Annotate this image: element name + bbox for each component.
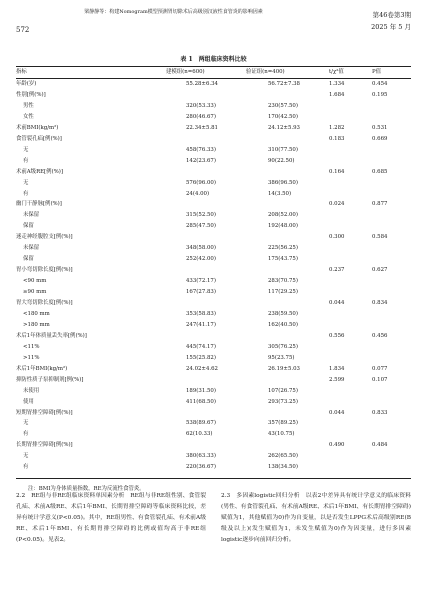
row-model-value: 24(4.00) [186,190,210,197]
table-row [16,310,411,320]
row-model-value: 55.28±6.34 [186,81,218,87]
row-validation-value: 310(77.50) [268,146,298,153]
row-stat-value: 2.599 [329,376,345,383]
row-stat-value: 0.024 [329,201,345,208]
row-validation-value: 14(3.50) [268,190,292,197]
row-p-value: 0.456 [372,332,388,339]
table-row [16,299,411,309]
table-row [16,244,411,254]
row-model-value: 433(72.17) [186,278,216,285]
row-label: <11% [23,343,40,350]
row-validation-value: 43(10.75) [268,431,295,438]
table-row [16,124,411,134]
row-model-value: 348(58.00) [186,245,216,252]
row-validation-value: 95(23.75) [268,354,295,361]
row-label: 迷走神经腹腔支[例(%)] [16,234,73,241]
row-validation-value: 170(42.50) [268,113,298,120]
header-indicator: 指标 [16,69,27,75]
row-model-value: 62(10.33) [186,431,213,438]
table-row [16,113,411,123]
row-model-value: 220(36.67) [186,464,216,471]
header-stat: t/χ²值 [329,69,344,75]
row-model-value: 315(52.50) [186,212,216,219]
table-row [16,255,411,265]
row-label: >180 mm [23,321,50,328]
row-validation-value: 293(73.25) [268,398,298,405]
header-validation-group: 验证组(n=400) [246,69,285,75]
table-row [16,168,411,178]
row-validation-value: 386(96.50) [268,179,298,186]
table-row [16,463,411,473]
table-row [16,343,411,353]
table-row [16,146,411,156]
row-validation-value: 230(57.50) [268,102,298,109]
table-row [16,365,411,375]
table-row [16,80,411,90]
row-label: 未保留 [23,212,40,219]
table-header-row [16,68,411,78]
row-label: >11% [23,354,40,361]
row-model-value: 252(42.00) [186,256,216,263]
row-stat-value: 1.684 [329,91,345,98]
row-label: 保留 [23,223,34,230]
row-label: <180 mm [23,310,50,317]
row-p-value: 0.107 [372,376,388,383]
row-model-value: 353(58.83) [186,310,216,317]
row-stat-value: 0.183 [329,135,345,142]
row-p-value: 0.584 [372,234,388,241]
header-model-group: 建模组(n=600) [166,69,205,75]
body-paragraph-right: 2.3 多因素logistic回归分析 以表2中差异具有统计学意义的临床资料(男性、有食管裂孔疝、有术前A级RE、术后1年BMI、有长期胃排空障碍)赋值为1，其他赋值为0)作为自变量，以是否发生LPPG术后高级别RE(B级及以上)(发生赋值为1，未发生赋值为0)作为因变量，进行多因素logistic逐步向前回归分析。 [221,493,411,543]
table-row [16,179,411,189]
row-validation-value: 357(89.25) [268,420,298,427]
row-validation-value: 138(34.50) [268,464,298,471]
row-label: 年龄(岁) [16,81,37,87]
row-validation-value: 90(22.50) [268,157,295,164]
row-label: 使用 [23,398,34,405]
row-validation-value: 208(52.00) [268,212,298,219]
row-stat-value: 0.556 [329,332,345,339]
row-model-value: 380(63.33) [186,453,216,460]
row-validation-value: 305(76.25) [268,343,298,350]
row-p-value: 0.484 [372,442,388,449]
row-validation-value: 283(70.75) [268,278,298,285]
row-label: 无 [23,146,29,153]
table-row [16,354,411,364]
table-row [16,409,411,419]
table-row [16,419,411,429]
journal-date: 2025 年 5 月 [371,23,411,31]
table-row [16,387,411,397]
row-label: 术后1年体质量丢失率[例(%)] [16,332,87,339]
row-validation-value: 107(26.75) [268,387,298,394]
table-bottom-rule [16,478,411,479]
row-label: 有 [23,431,29,438]
row-p-value: 0.627 [372,267,388,274]
table-row [16,222,411,232]
row-validation-value: 192(48.00) [268,223,298,230]
row-model-value: 320(53.33) [186,102,216,109]
running-title: 梁静静等：构建Nomogram模型预测胃切除术后高级别汉液性食管炎的影响因素 [84,9,263,15]
row-label: 未保留 [23,245,40,252]
row-stat-value: 0.237 [329,267,345,274]
row-label: 胃大弯切除长度[例(%)] [16,300,73,306]
row-label: 性别[例(%)] [16,91,46,98]
row-model-value: 285(47.50) [186,223,216,230]
table-row [16,430,411,440]
row-stat-value: 1.334 [329,81,345,87]
row-label: 有 [23,190,29,197]
table-row [16,376,411,386]
row-label: 术前BMI(kg/m²) [16,124,59,131]
row-p-value: 0.077 [372,365,388,372]
table-row [16,200,411,210]
header-p: P值 [372,69,382,75]
row-stat-value: 0.044 [329,300,345,306]
page-header [16,0,411,44]
table-row [16,266,411,276]
table-row [16,288,411,298]
row-label: 食管裂孔疝[例(%)] [16,135,62,142]
row-label: 术前A级RE[例(%)] [16,168,63,175]
row-label: ≥90 mm [23,289,47,296]
row-validation-value: 117(29.25) [268,289,298,296]
table-title: 表 1 两组临床资料比较 [180,56,247,63]
table-row [16,102,411,112]
row-label: 有 [23,464,29,471]
row-p-value: 0.685 [372,168,388,175]
row-validation-value: 162(40.50) [268,321,298,328]
row-label: 术后1年BMI(kg/m²) [16,365,68,372]
table-row [16,190,411,200]
row-model-value: 22.34±5.81 [186,124,218,131]
table-row [16,135,411,145]
row-label: 有 [23,157,29,164]
table-row [16,452,411,462]
row-stat-value: 1.282 [329,124,345,131]
row-model-value: 576(96.00) [186,179,216,186]
table-row [16,441,411,451]
table-row [16,332,411,342]
row-label: <90 mm [23,278,47,285]
table-row [16,398,411,408]
row-label: 无 [23,420,29,427]
row-model-value: 247(41.17) [186,321,216,328]
row-validation-value: 26.19±5.03 [268,365,300,372]
row-model-value: 167(27.83) [186,289,216,296]
table-row [16,157,411,167]
row-p-value: 0.195 [372,91,388,98]
row-p-value: 0.669 [372,135,388,142]
journal-volume: 第46卷第3期 [372,11,411,19]
row-model-value: 155(25.82) [186,354,216,361]
row-label: 长期胃排空障碍[例(%)] [16,442,73,449]
row-stat-value: 0.164 [329,168,345,175]
row-model-value: 411(68.50) [186,398,216,405]
row-label: 男性 [23,102,34,109]
row-label: 胃小弯切除长度[例(%)] [16,267,73,274]
row-validation-value: 262(65.50) [268,453,298,460]
table-header-rule [16,78,411,79]
row-label: 女性 [23,113,34,120]
table-row [16,211,411,221]
row-validation-value: 225(56.25) [268,245,298,252]
table-row [16,321,411,331]
row-validation-value: 56.72±7.38 [268,81,300,87]
row-model-value: 24.02±4.62 [186,365,218,372]
row-stat-value: 1.834 [329,365,345,372]
row-validation-value: 24.12±5.93 [268,124,300,131]
page-number: 572 [16,26,30,34]
row-label: 无 [23,453,29,460]
row-label: 抑防性质子泵抑制剂[例(%)] [16,376,84,383]
row-stat-value: 0.044 [329,409,345,416]
row-p-value: 0.531 [372,124,388,131]
row-p-value: 0.834 [372,300,388,306]
row-stat-value: 0.300 [329,234,345,241]
row-model-value: 458(76.33) [186,146,216,153]
row-model-value: 445(74.17) [186,343,216,350]
row-label: 保留 [23,256,34,263]
row-validation-value: 238(59.50) [268,310,298,317]
row-p-value: 0.877 [372,201,388,208]
row-model-value: 538(89.67) [186,420,216,427]
table-note: 注：BMI为身体质量指数，RE为反流性食管炎。 [28,486,145,492]
row-p-value: 0.454 [372,81,388,87]
row-label: 短期胃排空障碍[例(%)] [16,409,73,416]
row-model-value: 189(31.50) [186,387,216,394]
row-label: 未使用 [23,387,40,394]
row-p-value: 0.833 [372,409,388,416]
table-row [16,277,411,287]
table-row [16,91,411,101]
row-stat-value: 0.490 [329,442,345,449]
row-label: 无 [23,179,29,186]
row-model-value: 280(46.67) [186,113,216,120]
row-model-value: 142(23.67) [186,157,216,164]
row-validation-value: 175(43.75) [268,256,298,263]
table-row [16,233,411,243]
row-label: 幽门干静脉[例(%)] [16,201,62,208]
body-paragraph-left: 2.2 RE组与非RE组临床资料单因素分析 RE组与非RE组性别、食管裂孔疝、术前A级RE、术后1年BMI、长期胃排空障碍等临床资料比较，差异有统计学意义(P<0.05)。其中，RE组男性、有食管裂孔疝、有术前A级RE、术后1年BMI、有长期胃排空障碍的比例或值均高于非RE组(P<0.05)。见表2。 [16,493,206,543]
